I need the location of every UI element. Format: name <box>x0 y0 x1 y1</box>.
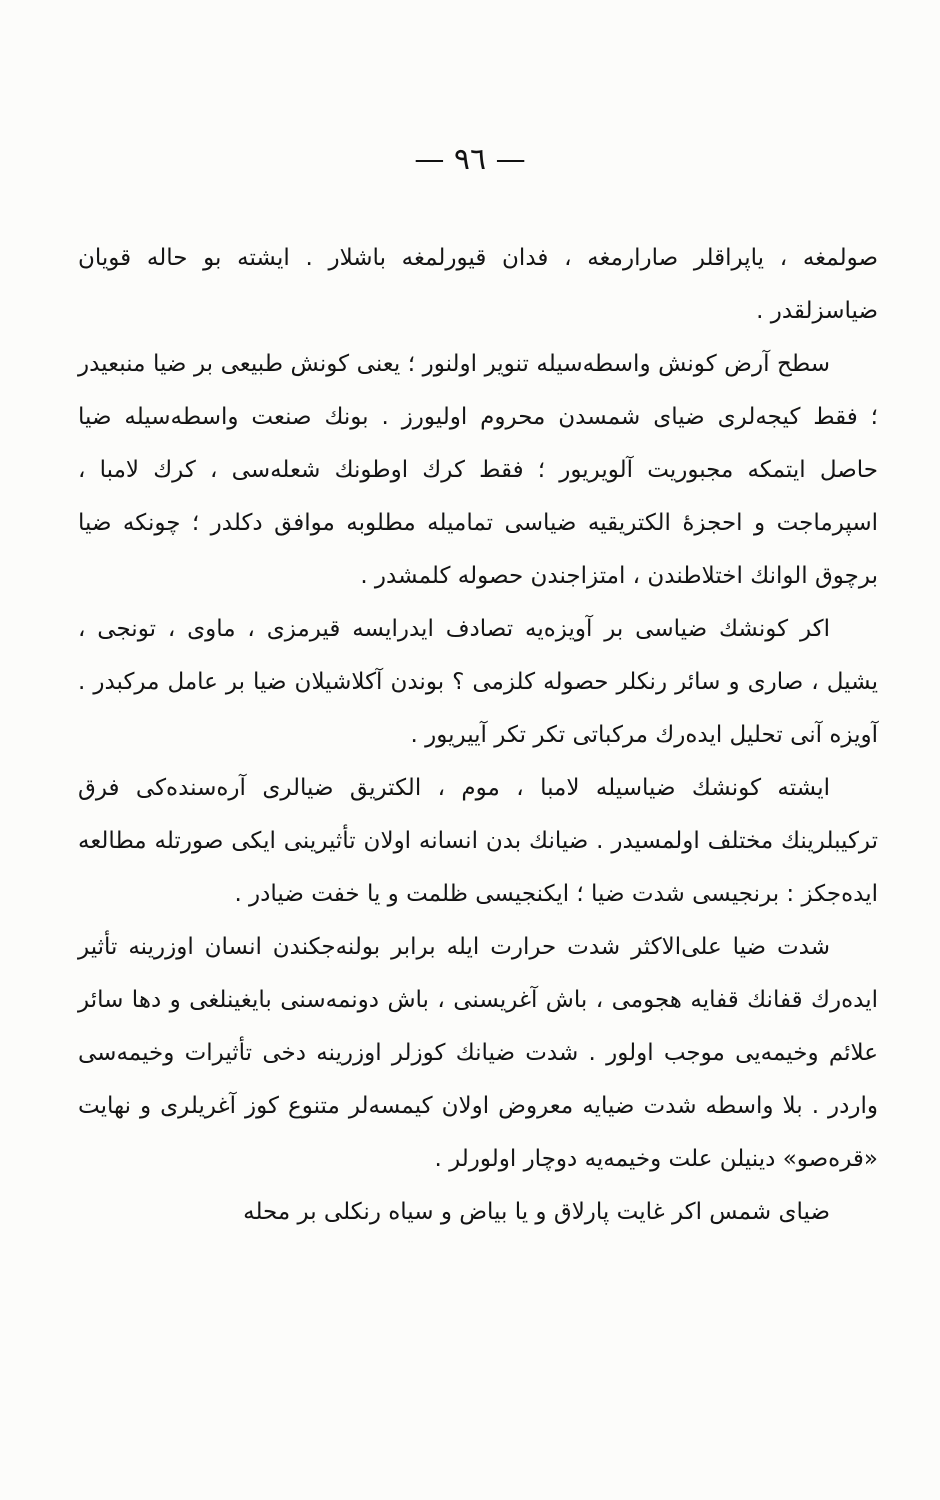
paragraph-4: ایشته کونشك ضیاسیله لامبا ، موم ، الکتریق ضیالری آره‌سنده‌کی فرق ترکیبلرینك مختلف اولمسیدر . ضیانك بدن انسانه اولان تأثیرینی ایکی صورتله مطالعه ایده‌جکز : برنجیسی شدت ضیا ؛ ایکنجیسی ظلمت و یا خفت ضیادر . <box>78 775 878 907</box>
paragraph-5: شدت ضیا علی‌الاکثر شدت حرارت ایله برابر بولنه‌جکندن انسان اوزرینه تأثیر ایده‌رك قفانك قفایه هجومی ، باش آغریسنی ، باش دونمه‌سنی بایغینلغی و دها سائر علائم وخیمه‌یی موجب اولور . شدت ضیانك کوزلر اوزرینه دخی تأثیرات وخیمه‌سی واردر . بلا واسطه شدت ضیایه معروض اولان کیمسه‌لر متنوع کوز آغریلری و نهایت «قره‌صو» دینیلن علت وخیمه‌یه دوچار اولورلر . <box>78 934 878 1172</box>
page-number: — ٩٦ — <box>414 142 526 177</box>
paragraph-6: ضیای شمس اکر غایت پارلاق و یا بیاض و سیاه رنکلی بر محله <box>243 1199 830 1225</box>
paragraph-2: سطح آرض کونش واسطه‌سیله تنویر اولنور ؛ یعنی کونش طبیعی بر ضیا منبعیدر ؛ فقط کیجه‌لری ضیای شمسدن محروم اولیورز . بونك صنعت واسطه‌سیله ضیا حاصل ایتمکه مجبوریت آلویریور ؛ فقط کرك اوطونك شعله‌سی ، کرك لامبا ، اسپرماجت و احجزهٔ الکتریقیه ضیاسی تماميله مطلوبه موافق دکلدر ؛ چونکه ضیا برچوق الوانك اختلاطندن ، امتزاجندن حصوله کلمشدر . <box>78 351 878 589</box>
body-text <box>78 232 878 1239</box>
paragraph-1: صولمغه ، یاپراقلر صارارمغه ، فدان قیورلمغه باشلار . ایشته بو حاله قویان ضیاسزلقدر . <box>78 245 878 324</box>
paragraph-3: اکر کونشك ضیاسی بر آویزه‌یه تصادف ایدرایسه قیرمزی ، ماوی ، تونجی ، یشیل ، صاری و سائر رنکلر حصوله کلزمی ؟ بوندن آکلاشیلان ضیا بر عامل مرکبدر . آویزه آنی تحلیل ایده‌رك مرکباتی تکر تکر آییریور . <box>78 616 878 748</box>
